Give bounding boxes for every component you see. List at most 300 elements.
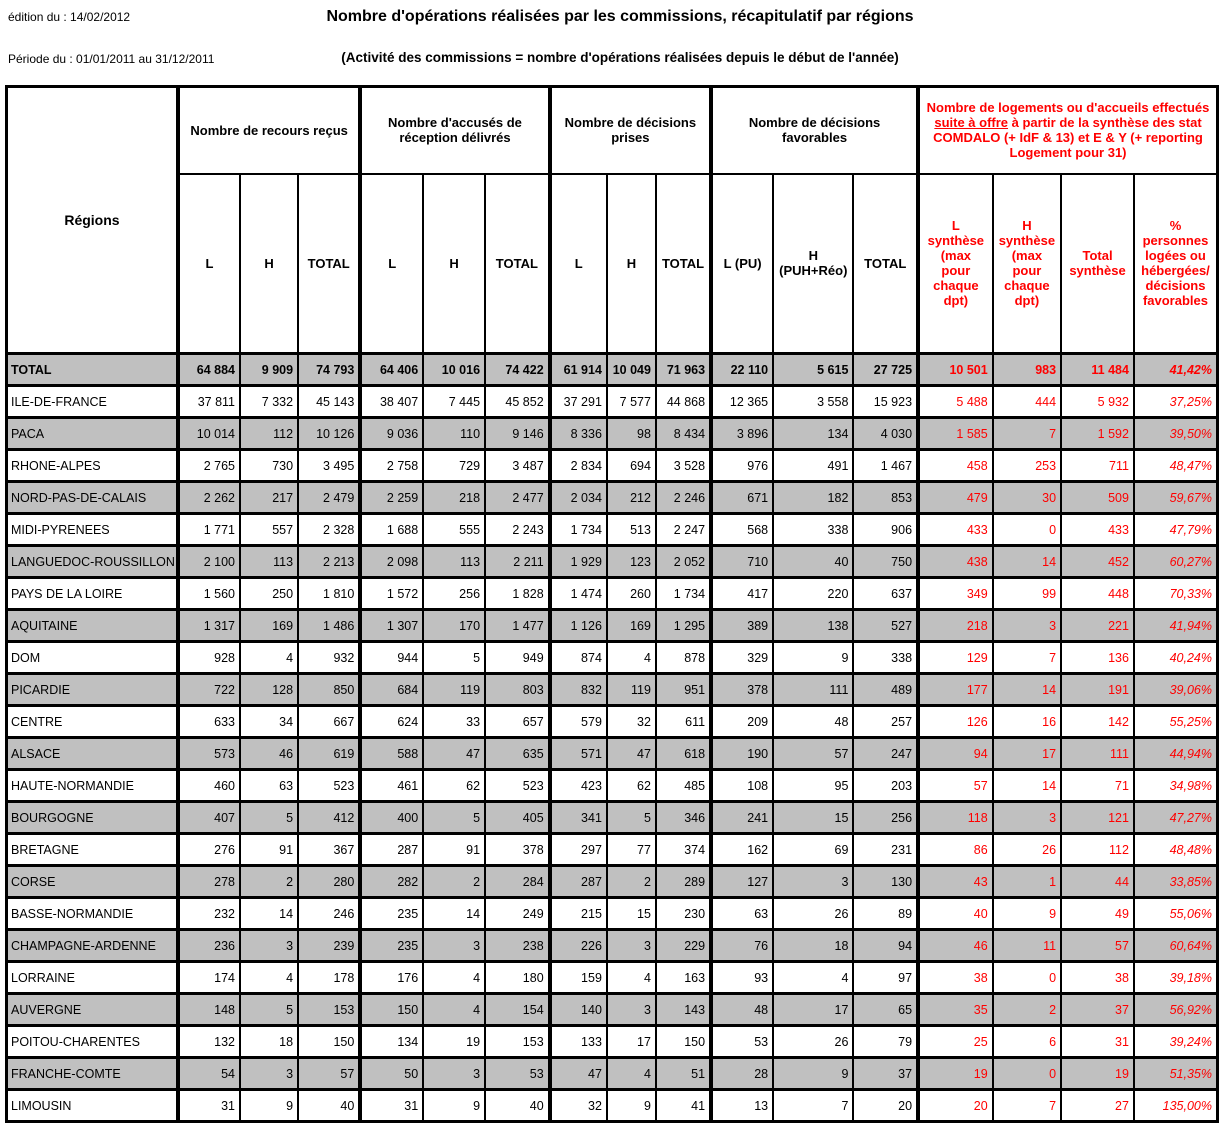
value-cell: 2 034	[550, 482, 607, 514]
regions-table	[5, 85, 1219, 1123]
table-row	[7, 866, 1218, 898]
value-cell: 2 758	[360, 450, 423, 482]
value-cell: 15	[607, 898, 656, 930]
value-cell: 30	[993, 482, 1061, 514]
region-cell: HAUTE-NORMANDIE	[7, 770, 178, 802]
value-cell: 346	[656, 802, 711, 834]
value-cell: 231	[853, 834, 918, 866]
value-cell: 229	[656, 930, 711, 962]
value-cell: 14	[423, 898, 485, 930]
value-cell: 119	[423, 674, 485, 706]
value-cell: 209	[711, 706, 773, 738]
value-cell: 37 811	[178, 386, 240, 418]
value-cell: 710	[711, 546, 773, 578]
value-cell: 412	[298, 802, 360, 834]
region-cell: PAYS DE LA LOIRE	[7, 578, 178, 610]
value-cell: 5 932	[1061, 386, 1134, 418]
value-cell: 39,06%	[1134, 674, 1218, 706]
value-cell: 37,25%	[1134, 386, 1218, 418]
value-cell: 134	[360, 1026, 423, 1058]
region-cell: POITOU-CHARENTES	[7, 1026, 178, 1058]
value-cell: 129	[918, 642, 993, 674]
region-cell: CHAMPAGNE-ARDENNE	[7, 930, 178, 962]
value-cell: 64 884	[178, 354, 240, 386]
value-cell: 3 528	[656, 450, 711, 482]
value-cell: 932	[298, 642, 360, 674]
group-header-decisions-favorables: Nombre de décisions favorables	[711, 87, 918, 174]
col-header-dp-l: L	[550, 174, 607, 354]
value-cell: 367	[298, 834, 360, 866]
value-cell: 1 295	[656, 610, 711, 642]
value-cell: 619	[298, 738, 360, 770]
value-cell: 9 146	[485, 418, 550, 450]
value-cell: 256	[853, 802, 918, 834]
value-cell: 461	[360, 770, 423, 802]
value-cell: 63	[711, 898, 773, 930]
value-cell: 94	[853, 930, 918, 962]
value-cell: 110	[423, 418, 485, 450]
value-cell: 247	[853, 738, 918, 770]
value-cell: 60,27%	[1134, 546, 1218, 578]
value-cell: 7	[993, 418, 1061, 450]
value-cell: 45 852	[485, 386, 550, 418]
value-cell: 633	[178, 706, 240, 738]
value-cell: 41,42%	[1134, 354, 1218, 386]
value-cell: 37	[853, 1058, 918, 1090]
value-cell: 53	[711, 1026, 773, 1058]
value-cell: 190	[711, 738, 773, 770]
value-cell: 573	[178, 738, 240, 770]
group-header-recours: Nombre de recours reçus	[178, 87, 360, 174]
table-row	[7, 770, 1218, 802]
table-row	[7, 674, 1218, 706]
value-cell: 239	[298, 930, 360, 962]
value-cell: 3 487	[485, 450, 550, 482]
value-cell: 28	[711, 1058, 773, 1090]
col-header-dp-h: H	[607, 174, 656, 354]
value-cell: 142	[1061, 706, 1134, 738]
value-cell: 59,67%	[1134, 482, 1218, 514]
value-cell: 220	[773, 578, 853, 610]
value-cell: 19	[423, 1026, 485, 1058]
table-row	[7, 1090, 1218, 1122]
value-cell: 62	[607, 770, 656, 802]
value-cell: 433	[918, 514, 993, 546]
value-cell: 47	[550, 1058, 607, 1090]
value-cell: 11 484	[1061, 354, 1134, 386]
value-cell: 8 434	[656, 418, 711, 450]
value-cell: 1 688	[360, 514, 423, 546]
col-header-recours-h: H	[240, 174, 298, 354]
region-cell: PICARDIE	[7, 674, 178, 706]
value-cell: 55,06%	[1134, 898, 1218, 930]
value-cell: 9 909	[240, 354, 298, 386]
value-cell: 217	[240, 482, 298, 514]
value-cell: 13	[711, 1090, 773, 1122]
region-cell: AQUITAINE	[7, 610, 178, 642]
value-cell: 850	[298, 674, 360, 706]
value-cell: 7 332	[240, 386, 298, 418]
value-cell: 1 486	[298, 610, 360, 642]
value-cell: 2 477	[485, 482, 550, 514]
value-cell: 64 406	[360, 354, 423, 386]
value-cell: 874	[550, 642, 607, 674]
col-header-pct-personnes: % personnes logées ou hébergées/ décisions favorables	[1134, 174, 1218, 354]
value-cell: 40	[485, 1090, 550, 1122]
value-cell: 2 213	[298, 546, 360, 578]
value-cell: 57	[298, 1058, 360, 1090]
value-cell: 14	[240, 898, 298, 930]
value-cell: 1 585	[918, 418, 993, 450]
value-cell: 18	[773, 930, 853, 962]
value-cell: 2 765	[178, 450, 240, 482]
value-cell: 2 259	[360, 482, 423, 514]
value-cell: 54	[178, 1058, 240, 1090]
region-cell: ALSACE	[7, 738, 178, 770]
value-cell: 203	[853, 770, 918, 802]
col-header-l-synthese: L synthèse (max pour chaque dpt)	[918, 174, 993, 354]
value-cell: 47,79%	[1134, 514, 1218, 546]
value-cell: 3	[607, 930, 656, 962]
value-cell: 27 725	[853, 354, 918, 386]
value-cell: 53	[485, 1058, 550, 1090]
value-cell: 26	[993, 834, 1061, 866]
value-cell: 341	[550, 802, 607, 834]
table-row	[7, 802, 1218, 834]
value-cell: 93	[711, 962, 773, 994]
red-header-underlined: suite à offre	[934, 115, 1009, 131]
value-cell: 730	[240, 450, 298, 482]
value-cell: 1 572	[360, 578, 423, 610]
value-cell: 527	[853, 610, 918, 642]
value-cell: 97	[853, 962, 918, 994]
table-row	[7, 994, 1218, 1026]
table-row	[7, 706, 1218, 738]
value-cell: 31	[360, 1090, 423, 1122]
value-cell: 55,25%	[1134, 706, 1218, 738]
value-cell: 491	[773, 450, 853, 482]
value-cell: 9	[607, 1090, 656, 1122]
value-cell: 671	[711, 482, 773, 514]
table-row	[7, 610, 1218, 642]
value-cell: 121	[1061, 802, 1134, 834]
value-cell: 153	[485, 1026, 550, 1058]
value-cell: 232	[178, 898, 240, 930]
value-cell: 63	[240, 770, 298, 802]
value-cell: 150	[360, 994, 423, 1026]
value-cell: 47	[423, 738, 485, 770]
value-cell: 34	[240, 706, 298, 738]
value-cell: 4	[240, 642, 298, 674]
col-header-fav-l-pu: L (PU)	[711, 174, 773, 354]
value-cell: 378	[485, 834, 550, 866]
value-cell: 1 477	[485, 610, 550, 642]
value-cell: 1	[993, 866, 1061, 898]
value-cell: 9	[773, 1058, 853, 1090]
value-cell: 374	[656, 834, 711, 866]
table-row	[7, 482, 1218, 514]
value-cell: 46	[918, 930, 993, 962]
col-header-recours-total: TOTAL	[298, 174, 360, 354]
col-header-h-synthese: H synthèse (max pour chaque dpt)	[993, 174, 1061, 354]
value-cell: 250	[240, 578, 298, 610]
value-cell: 3	[240, 1058, 298, 1090]
value-cell: 169	[240, 610, 298, 642]
value-cell: 389	[711, 610, 773, 642]
value-cell: 405	[485, 802, 550, 834]
value-cell: 4	[773, 962, 853, 994]
value-cell: 2 328	[298, 514, 360, 546]
value-cell: 14	[993, 546, 1061, 578]
value-cell: 694	[607, 450, 656, 482]
value-cell: 423	[550, 770, 607, 802]
value-cell: 3	[423, 930, 485, 962]
value-cell: 18	[240, 1026, 298, 1058]
value-cell: 20	[918, 1090, 993, 1122]
value-cell: 4 030	[853, 418, 918, 450]
value-cell: 4	[607, 642, 656, 674]
group-header-logements-synthese	[918, 87, 1217, 174]
value-cell: 41,94%	[1134, 610, 1218, 642]
value-cell: 479	[918, 482, 993, 514]
value-cell: 2 211	[485, 546, 550, 578]
value-cell: 2 262	[178, 482, 240, 514]
value-cell: 9 036	[360, 418, 423, 450]
red-header-post: à partir de la synthèse des stat COMDALO (+ IdF & 13) et E & Y (+ reporting Logement pour 31)	[933, 115, 1203, 161]
value-cell: 130	[853, 866, 918, 898]
regions-column-header: Régions	[7, 87, 178, 354]
region-cell: LIMOUSIN	[7, 1090, 178, 1122]
table-row	[7, 546, 1218, 578]
value-cell: 5	[607, 802, 656, 834]
value-cell: 22 110	[711, 354, 773, 386]
value-cell: 10 016	[423, 354, 485, 386]
value-cell: 43	[918, 866, 993, 898]
value-cell: 150	[656, 1026, 711, 1058]
value-cell: 70,33%	[1134, 578, 1218, 610]
region-cell: RHONE-ALPES	[7, 450, 178, 482]
value-cell: 34,98%	[1134, 770, 1218, 802]
value-cell: 111	[773, 674, 853, 706]
value-cell: 91	[423, 834, 485, 866]
value-cell: 89	[853, 898, 918, 930]
value-cell: 113	[423, 546, 485, 578]
table-row	[7, 930, 1218, 962]
value-cell: 17	[607, 1026, 656, 1058]
value-cell: 153	[298, 994, 360, 1026]
value-cell: 37	[1061, 994, 1134, 1026]
value-cell: 555	[423, 514, 485, 546]
value-cell: 278	[178, 866, 240, 898]
value-cell: 150	[298, 1026, 360, 1058]
value-cell: 40	[918, 898, 993, 930]
value-cell: 5	[423, 642, 485, 674]
value-cell: 45 143	[298, 386, 360, 418]
value-cell: 25	[918, 1026, 993, 1058]
col-header-recours-l: L	[178, 174, 240, 354]
value-cell: 976	[711, 450, 773, 482]
value-cell: 458	[918, 450, 993, 482]
value-cell: 10 014	[178, 418, 240, 450]
region-cell: LORRAINE	[7, 962, 178, 994]
value-cell: 74 793	[298, 354, 360, 386]
value-cell: 6	[993, 1026, 1061, 1058]
region-cell: BRETAGNE	[7, 834, 178, 866]
value-cell: 3	[993, 610, 1061, 642]
value-cell: 128	[240, 674, 298, 706]
value-cell: 235	[360, 898, 423, 930]
value-cell: 667	[298, 706, 360, 738]
value-cell: 256	[423, 578, 485, 610]
value-cell: 4	[423, 962, 485, 994]
value-cell: 5 615	[773, 354, 853, 386]
value-cell: 69	[773, 834, 853, 866]
value-cell: 95	[773, 770, 853, 802]
value-cell: 127	[711, 866, 773, 898]
region-cell: LANGUEDOC-ROUSSILLON	[7, 546, 178, 578]
value-cell: 10 126	[298, 418, 360, 450]
table-row	[7, 738, 1218, 770]
table-row	[7, 898, 1218, 930]
value-cell: 417	[711, 578, 773, 610]
value-cell: 230	[656, 898, 711, 930]
value-cell: 568	[711, 514, 773, 546]
value-cell: 635	[485, 738, 550, 770]
value-cell: 40	[298, 1090, 360, 1122]
value-cell: 0	[993, 962, 1061, 994]
value-cell: 1 771	[178, 514, 240, 546]
value-cell: 39,50%	[1134, 418, 1218, 450]
value-cell: 287	[360, 834, 423, 866]
value-cell: 17	[993, 738, 1061, 770]
value-cell: 35	[918, 994, 993, 1026]
value-cell: 949	[485, 642, 550, 674]
value-cell: 611	[656, 706, 711, 738]
value-cell: 729	[423, 450, 485, 482]
value-cell: 7 577	[607, 386, 656, 418]
value-cell: 2	[993, 994, 1061, 1026]
region-cell: FRANCHE-COMTE	[7, 1058, 178, 1090]
col-header-ar-h: H	[423, 174, 485, 354]
value-cell: 57	[773, 738, 853, 770]
value-cell: 5	[240, 994, 298, 1026]
value-cell: 49	[1061, 898, 1134, 930]
value-cell: 1 810	[298, 578, 360, 610]
value-cell: 276	[178, 834, 240, 866]
value-cell: 238	[485, 930, 550, 962]
region-cell: AUVERGNE	[7, 994, 178, 1026]
col-header-total-synthese: Total synthèse	[1061, 174, 1134, 354]
value-cell: 803	[485, 674, 550, 706]
value-cell: 31	[1061, 1026, 1134, 1058]
value-cell: 1 474	[550, 578, 607, 610]
value-cell: 111	[1061, 738, 1134, 770]
value-cell: 249	[485, 898, 550, 930]
value-cell: 133	[550, 1026, 607, 1058]
region-cell: BASSE-NORMANDIE	[7, 898, 178, 930]
value-cell: 91	[240, 834, 298, 866]
table-row	[7, 354, 1218, 386]
value-cell: 126	[918, 706, 993, 738]
value-cell: 523	[298, 770, 360, 802]
value-cell: 15	[773, 802, 853, 834]
value-cell: 246	[298, 898, 360, 930]
value-cell: 571	[550, 738, 607, 770]
col-header-dp-total: TOTAL	[656, 174, 711, 354]
page-title: Nombre d'opérations réalisées par les commissions, récapitulatif par régions	[326, 8, 914, 25]
value-cell: 287	[550, 866, 607, 898]
table-row	[7, 418, 1218, 450]
value-cell: 77	[607, 834, 656, 866]
value-cell: 47,27%	[1134, 802, 1218, 834]
value-cell: 174	[178, 962, 240, 994]
value-cell: 557	[240, 514, 298, 546]
value-cell: 448	[1061, 578, 1134, 610]
value-cell: 260	[607, 578, 656, 610]
value-cell: 489	[853, 674, 918, 706]
red-header-pre: Nombre de logements ou d'accueils effectués	[926, 100, 1210, 116]
value-cell: 11	[993, 930, 1061, 962]
value-cell: 878	[656, 642, 711, 674]
value-cell: 60,64%	[1134, 930, 1218, 962]
value-cell: 19	[918, 1058, 993, 1090]
value-cell: 46	[240, 738, 298, 770]
value-cell: 4	[240, 962, 298, 994]
value-cell: 112	[240, 418, 298, 450]
value-cell: 1 929	[550, 546, 607, 578]
value-cell: 711	[1061, 450, 1134, 482]
value-cell: 41	[656, 1090, 711, 1122]
value-cell: 5 488	[918, 386, 993, 418]
value-cell: 39,24%	[1134, 1026, 1218, 1058]
value-cell: 378	[711, 674, 773, 706]
table-row	[7, 578, 1218, 610]
value-cell: 2 834	[550, 450, 607, 482]
period-range: Période du : 01/01/2011 au 31/12/2011	[8, 52, 215, 66]
value-cell: 7 445	[423, 386, 485, 418]
value-cell: 74 422	[485, 354, 550, 386]
col-header-fav-total: TOTAL	[853, 174, 918, 354]
value-cell: 159	[550, 962, 607, 994]
value-cell: 2 247	[656, 514, 711, 546]
value-cell: 3	[423, 1058, 485, 1090]
value-cell: 140	[550, 994, 607, 1026]
value-cell: 0	[993, 514, 1061, 546]
value-cell: 170	[423, 610, 485, 642]
value-cell: 1 592	[1061, 418, 1134, 450]
value-cell: 39,18%	[1134, 962, 1218, 994]
value-cell: 56,92%	[1134, 994, 1218, 1026]
value-cell: 26	[773, 1026, 853, 1058]
value-cell: 4	[423, 994, 485, 1026]
value-cell: 579	[550, 706, 607, 738]
group-header-decisions-prises: Nombre de décisions prises	[550, 87, 711, 174]
value-cell: 282	[360, 866, 423, 898]
value-cell: 148	[178, 994, 240, 1026]
value-cell: 221	[1061, 610, 1134, 642]
value-cell: 1 560	[178, 578, 240, 610]
value-cell: 1 307	[360, 610, 423, 642]
col-header-fav-h-puh: H (PUH+Réo)	[773, 174, 853, 354]
value-cell: 289	[656, 866, 711, 898]
table-body	[7, 354, 1218, 1122]
value-cell: 9	[423, 1090, 485, 1122]
region-cell: MIDI-PYRENEES	[7, 514, 178, 546]
value-cell: 180	[485, 962, 550, 994]
value-cell: 2 052	[656, 546, 711, 578]
value-cell: 438	[918, 546, 993, 578]
value-cell: 2 098	[360, 546, 423, 578]
